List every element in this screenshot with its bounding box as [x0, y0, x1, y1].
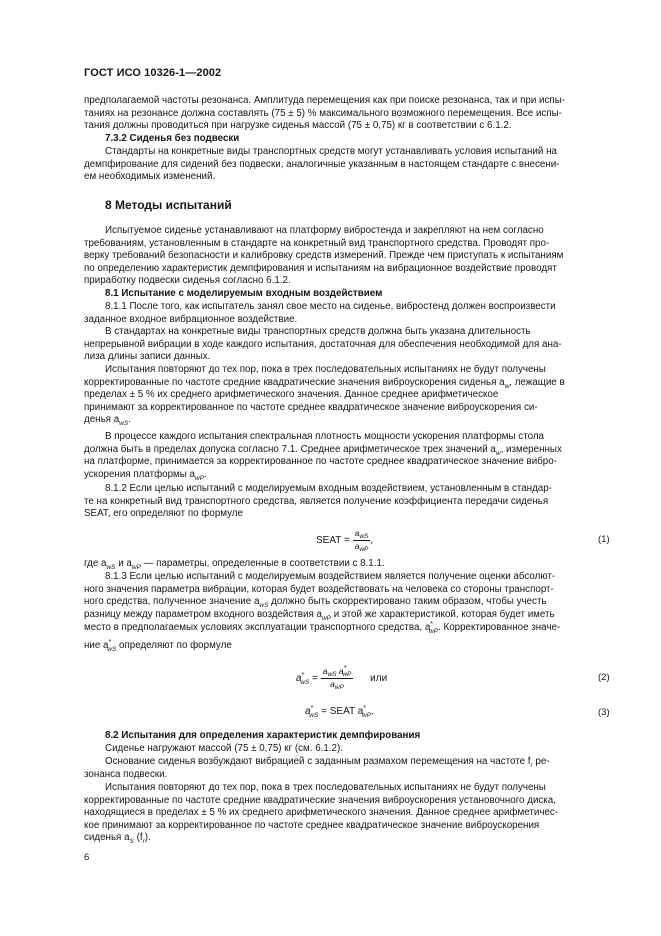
equation-2: $a^*_{wS}$ = $\frac{a_{wS} a^*_{wP}}{a_{wP}}$ или [296, 665, 388, 691]
text-line: лиза длины записи данных. [84, 351, 211, 362]
section-heading-8: 8 Методы испытаний [105, 198, 232, 212]
text-line: Стандарты на конкретные виды транспортных средств могут устанавливать условия испытаний на [105, 146, 557, 157]
text-line: ем необходимых изменений. [84, 171, 216, 182]
text-line: SEAT, его определяют по формуле [84, 508, 243, 519]
text-line: должна быть в пределах допуска согласно 7.1. Среднее арифметическое трех значений $a_w$, измеренных [84, 443, 562, 457]
text-line: непрерывной вибрации в ходе каждого испытания, достаточная для обеспечения необходимой для ана- [84, 338, 562, 350]
text-line: В процессе каждого испытания спектральная плотность мощности ускорения платформы стола [105, 431, 544, 442]
text-line: демпфирование для сидений без подвески, аналогичные указанным в настоящем стандарте с внесени- [84, 158, 560, 170]
text-line: кое принимают за корректированное по частоте среднее квадратическое значение виброускорения [84, 819, 540, 831]
subsection-heading-7-3-2: 7.3.2 Сиденья без подвески [105, 133, 240, 144]
text-line: ного значения параметра вибрации, которая будет воздействовать на человека со стороны транспорт- [84, 583, 554, 595]
equation-3: $a^*_{wS}$ = SEAT $a^*_{wP}$. [305, 705, 374, 719]
equation-1: SEAT = $\frac{a_{wS}}{a_{wP}}$ , [316, 528, 374, 553]
equation-number: (3) [598, 707, 610, 718]
text-line: корректированные по частоте средние квадратические значения виброускорения установочного диска, [84, 794, 556, 806]
text-line: Сиденье нагружают массой (75 ± 0,75) кг (см. 6.1.2). [105, 743, 343, 754]
text-line: приработку подвески сиденья согласно 6.1.2. [84, 275, 291, 286]
text-line: на платформе, принимается за корректированное по частоте среднее квадратическое значение вибро- [84, 456, 557, 467]
text-line: зонанса подвески. [84, 768, 168, 780]
text-line: таниях на резонансе должна составлять (75 ± 5) % максимального возможного перемещения. Все испы- [84, 107, 562, 119]
text-line: ускорения платформы $a_{wP}$. [84, 468, 207, 482]
text-line: сиденья $a_S$ $(f_r)$. [84, 832, 151, 845]
text-line: предполагаемой частоты резонанса. Амплитуда перемещения как при поиске резонанса, так и при испы- [84, 95, 566, 106]
text-line: требованиям, установленным в стандарте на конкретный вид транспортного средства. Проводят про- [84, 237, 550, 249]
equation-number: (2) [598, 672, 610, 683]
text-line: Испытуемое сиденье устанавливают на платформу вибростенда и закрепляют на нем согласно [105, 225, 544, 236]
equation-number: (1) [598, 534, 610, 545]
text-line: корректированные по частоте средние квадратические значения виброускорения сиденья $a_w$, лежащие в [84, 376, 565, 390]
text-line: 8.1.1 После того, как испытатель занял свое место на сиденье, вибростенд должен воспроизвести [105, 301, 556, 312]
text-line: те на конкретный вид транспортного средства, является получение коэффициента передачи сиденья [84, 495, 549, 507]
text-line: 8.1.2 Если целью испытаний с моделируемым входным воздействием, установленным в стандар- [105, 483, 552, 494]
text-line: находящиеся в пределах ± 5 % их среднего арифметического значения. Данное среднее арифметичес- [84, 807, 559, 818]
text-line: по определению характеристик демпфирования и испытаниям на вибрационное воздействие проводят [84, 262, 557, 274]
text-line: тания должны проводиться при нагрузке сиденья массой (75 ± 0,75) кг в соответствии с 6.1.2. [84, 120, 512, 131]
text-line: Испытания повторяют до тех пор, пока в трех последовательных испытаниях не будут получены [105, 782, 546, 793]
or-word: или [370, 673, 388, 685]
text-line: заданное входное вибрационное воздействие. [84, 313, 298, 325]
document-header: ГОСТ ИСО 10326-1—2002 [84, 67, 222, 79]
text-line: принимают за корректированное по частоте среднее квадратическое значение виброускорения си- [84, 401, 538, 413]
text-line: денья $a_{wS}$. [84, 414, 131, 427]
text-line: Испытания повторяют до тех пор, пока в трех последовательных испытаниях не будут получены [105, 364, 546, 375]
text-line: Основание сиденья возбуждают вибрацией с заданным размахом перемещения на частоте $f_r$ ре- [105, 756, 550, 769]
text-line: верку требований безопасности и калибровку средств измерений. Прежде чем приступать к испытаниям [84, 250, 564, 261]
page-number: 6 [84, 852, 90, 863]
subsection-heading-8-2: 8.2 Испытания для определения характеристик демпфирования [105, 730, 421, 741]
subsection-heading-8-1: 8.1 Испытание с моделируемым входным воздействием [105, 288, 383, 299]
text-line: пределах ± 5 % их среднего арифметического значения. Данное среднее арифметическое [84, 389, 499, 400]
text-line: В стандартах на конкретные виды транспортных средств должна быть указана длительность [105, 326, 531, 337]
text-line: 8.1.3 Если целью испытаний с моделируемым воздействием является получение оценки абсолют- [105, 571, 556, 582]
text-line: место в предполагаемых условиях эксплуатации транспортного средства, $a^*_{wP}$. Корректированное значе- [84, 621, 561, 635]
text-line: ного средства, полученное значение $a_{wS}$ должно быть скорректировано таким образом, чтобы учесть [84, 596, 547, 609]
text-line: ние $a^*_{wS}$ определяют по формуле [84, 639, 232, 653]
text-line: где $a_{wS}$ и $a_{wP}$ — параметры, определенные в соответствии с 8.1.1. [84, 558, 385, 571]
text-line: разницу между параметром входного воздействия $a_{wP}$ и этой же характеристикой, которая будет иметь [84, 608, 555, 622]
